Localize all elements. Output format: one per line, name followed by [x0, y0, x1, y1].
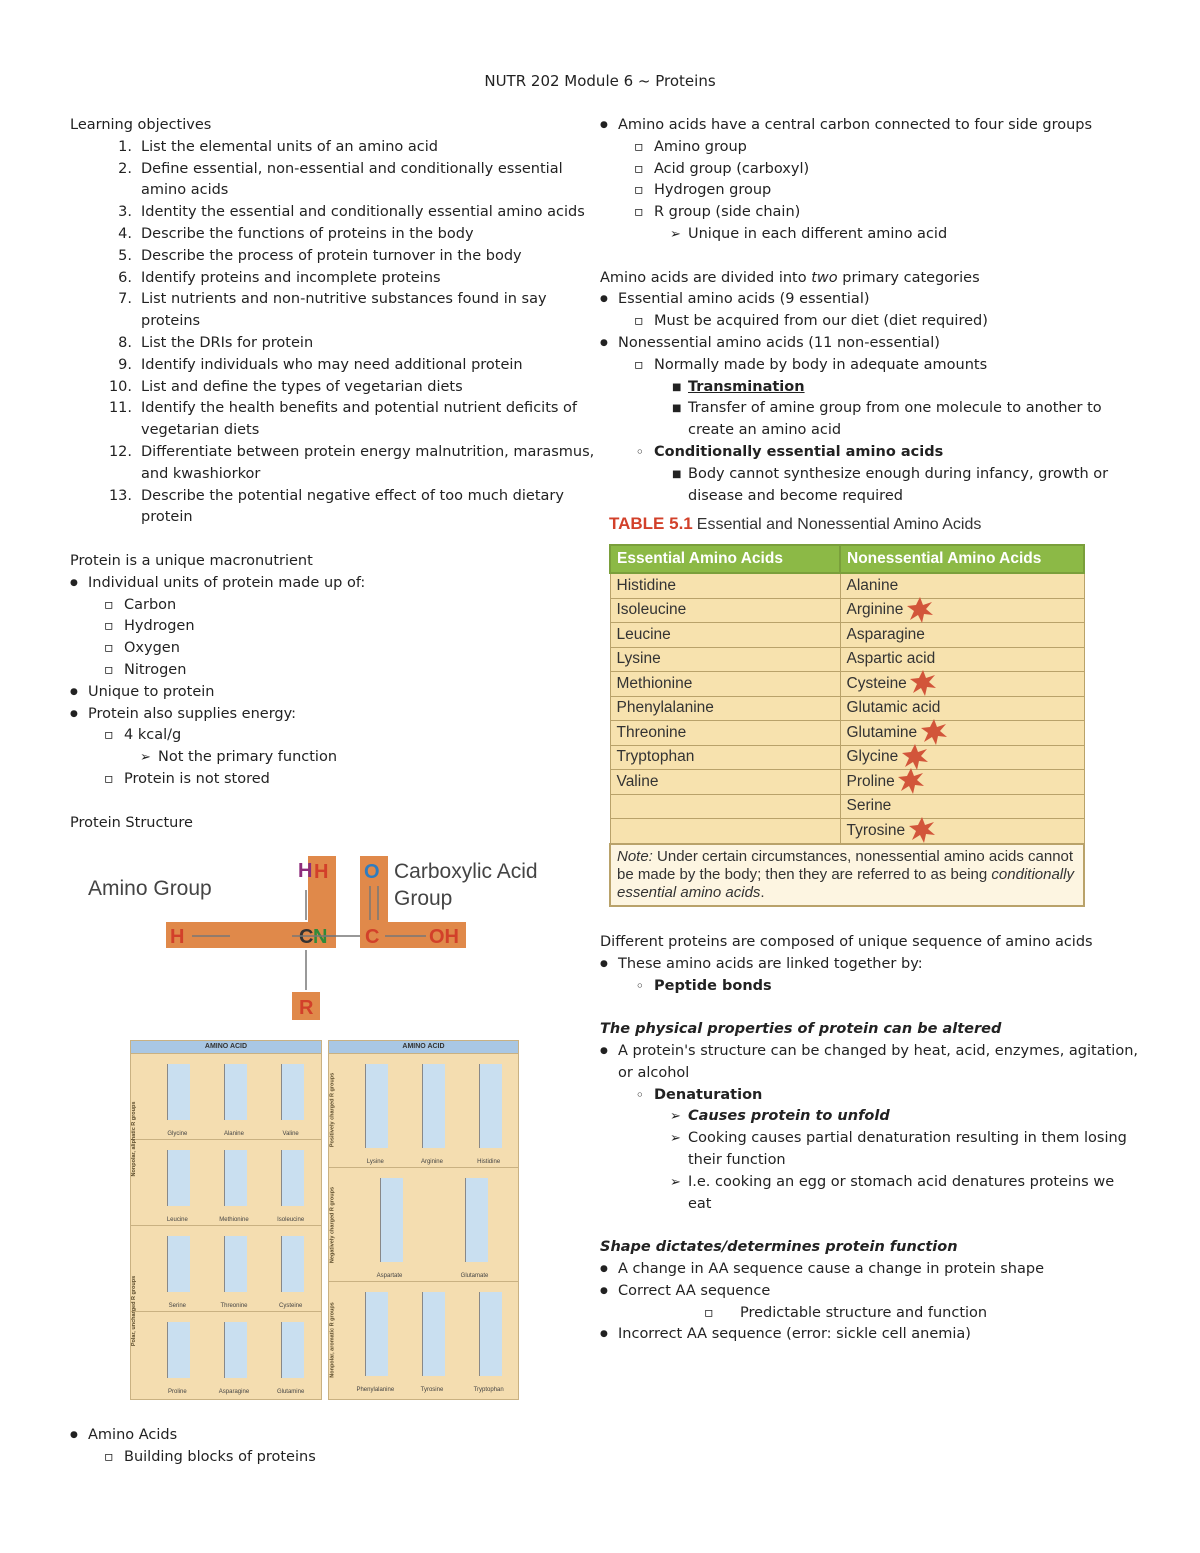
table-row [610, 672, 1084, 697]
table-header-essential: Essential Amino Acids [610, 545, 840, 573]
cell-text: Cysteine [846, 674, 907, 692]
bullet-correct: ● Correct AA sequence [600, 1281, 1140, 1303]
atom-c-carboxyl: C [365, 926, 380, 948]
amino-acid-cell [347, 1054, 404, 1168]
molecule-icon [281, 1322, 304, 1378]
molecule-icon [224, 1064, 247, 1120]
table-row [610, 598, 1084, 623]
molecule-icon [281, 1150, 304, 1206]
must-item: ▫ Must be acquired from our diet (diet required) [600, 311, 1140, 333]
amino-acid-chart-right [328, 1040, 519, 1400]
chart-row [131, 1311, 321, 1398]
table-note-row [610, 844, 1084, 906]
note-c: . [760, 883, 765, 901]
chart-row [329, 1053, 518, 1168]
bullet-essential: ● Essential amino acids (9 essential) [600, 289, 1140, 311]
structure-heading: Protein Structure [70, 814, 193, 831]
essential-cell [610, 696, 840, 721]
molecule-icon [422, 1064, 445, 1148]
amino-acid-name: Leucine [166, 1217, 188, 1223]
amino-acid-cell [460, 1054, 517, 1168]
objective-number: 8. [118, 334, 132, 351]
table-row [610, 794, 1084, 819]
objective-number: 4. [118, 225, 132, 242]
element-oxygen: ▫ Oxygen [70, 638, 605, 660]
bullet-amino-acids: ● Amino Acids [70, 1425, 570, 1447]
divided-b: two [811, 269, 838, 286]
cell-text: Tryptophan [616, 748, 695, 766]
carboxylic-label-1: Carboxylic Acid [394, 860, 538, 883]
conditional-star-icon [897, 767, 925, 795]
essential-cell [610, 721, 840, 746]
amino-acid-cell [149, 1312, 206, 1398]
table-row [610, 573, 1084, 598]
bullet-unique-to: ● Unique to protein [70, 682, 605, 704]
cell-text: Histidine [616, 576, 676, 594]
table-row [610, 770, 1084, 795]
objective-text: List the DRIs for protein [141, 334, 314, 351]
shape-heading: Shape dictates/determines protein function [600, 1239, 958, 1256]
essential-cell [610, 672, 840, 697]
table-caption [609, 514, 981, 534]
amino-acid-cell [206, 1226, 263, 1312]
chart-row [131, 1139, 321, 1226]
cell-text: Threonine [616, 723, 687, 741]
note-b: conditionally essential amino acids [617, 865, 1074, 901]
amino-acid-cell [206, 1140, 263, 1226]
bullet-change: ● A change in AA sequence cause a change in protein shape [600, 1259, 1140, 1281]
amino-acid-cell [404, 1282, 461, 1396]
essential-cell [610, 598, 840, 623]
amino-acid-cell [262, 1226, 319, 1312]
molecule-icon [422, 1292, 445, 1376]
amino-acid-cell [432, 1168, 517, 1282]
objective-number: 9. [118, 356, 132, 373]
objective-number: 7. [118, 291, 132, 308]
molecule-icon [167, 1236, 190, 1292]
table-row [610, 745, 1084, 770]
carboxylic-label-2: Group [394, 887, 453, 910]
note-label: Note: [617, 847, 653, 865]
page-title: NUTR 202 Module 6 ~ Proteins [484, 72, 716, 90]
cell-text: Isoleucine [616, 601, 687, 619]
chart-row [329, 1167, 518, 1282]
nonessential-cell [840, 745, 1084, 770]
nonessential-cell [840, 672, 1084, 697]
atom-h-central-top: H [298, 860, 313, 882]
table-header-nonessential: Nonessential Amino Acids [840, 545, 1084, 573]
molecule-icon [224, 1322, 247, 1378]
atom-n: N [313, 926, 328, 948]
not-primary-item: ➢ Not the primary function [70, 747, 605, 769]
objective-item [70, 442, 605, 486]
amino-acid-structure-diagram [80, 850, 560, 1025]
molecule-icon [281, 1236, 304, 1292]
objective-text: Differentiate between protein energy malnutrition, marasmus, and kwashiorkor [141, 443, 595, 482]
objective-number: 2. [118, 160, 132, 177]
amino-acid-name: Tryptophan [473, 1387, 504, 1393]
essential-cell [610, 573, 840, 598]
objective-number: 11. [108, 400, 132, 417]
objective-item [70, 159, 605, 203]
objective-text: Describe the process of protein turnover in the body [141, 247, 522, 264]
amino-group-label: Amino Group [88, 877, 212, 900]
normally-item: ▫ Normally made by body in adequate amounts [600, 355, 1140, 377]
objective-item [70, 268, 605, 290]
objective-number: 1. [118, 138, 132, 155]
objective-item [70, 137, 605, 159]
element-hydrogen: ▫ Hydrogen [70, 616, 605, 638]
amino-acid-cell [206, 1054, 263, 1140]
table-row [610, 696, 1084, 721]
cell-text: Glutamic acid [846, 699, 941, 717]
molecule-icon [365, 1064, 388, 1148]
cell-text: Phenylalanine [616, 699, 714, 717]
different-text: Different proteins are composed of unique sequence of amino acids [600, 934, 1093, 950]
objective-number: 5. [118, 247, 132, 264]
conditional-star-icon [908, 816, 936, 844]
amino-acid-name: Proline [167, 1389, 187, 1395]
group-r: ▫ R group (side chain) [600, 202, 1140, 224]
element-nitrogen: ▫ Nitrogen [70, 660, 605, 682]
cell-text: Aspartic acid [846, 650, 936, 668]
chart-header: AMINO ACID [329, 1041, 518, 1053]
molecule-icon [479, 1292, 502, 1376]
conditionally-item: ◦ Conditionally essential amino acids [600, 442, 1140, 464]
objective-text: Define essential, non-essential and conditionally essential amino acids [141, 160, 563, 199]
objective-number: 3. [118, 204, 132, 221]
bullet-central-carbon: ● Amino acids have a central carbon connected to four side groups [600, 115, 1140, 137]
cell-text: Asparagine [846, 625, 925, 643]
cell-text: Glutamine [846, 723, 918, 741]
objective-item [70, 289, 605, 333]
nonessential-cell [840, 623, 1084, 648]
unique-heading: Protein is a unique macronutrient [70, 552, 313, 569]
objective-item [70, 333, 605, 355]
objective-text: List nutrients and non-nutritive substances found in say proteins [141, 291, 547, 330]
essential-cell [610, 770, 840, 795]
nonessential-cell [840, 770, 1084, 795]
amino-acid-cell [404, 1054, 461, 1168]
atom-h-amino: H [314, 861, 329, 883]
objectives-list [70, 137, 605, 529]
cell-text: Alanine [846, 576, 899, 594]
molecule-icon [167, 1150, 190, 1206]
objective-number: 12. [108, 443, 132, 460]
amino-acid-name: Serine [168, 1303, 186, 1309]
cell-text: Proline [846, 772, 895, 790]
group-hydrogen: ▫ Hydrogen group [600, 180, 1140, 202]
not-stored-item: ▫ Protein is not stored [70, 769, 605, 791]
objective-text: Identity the essential and conditionally essential amino acids [141, 204, 585, 221]
bottom-list [70, 1425, 570, 1469]
objective-item [70, 398, 605, 442]
unique-item: ➢ Unique in each different amino acid [600, 224, 1140, 246]
amino-acid-name: Histidine [477, 1159, 501, 1165]
physical-heading: The physical properties of protein can be altered [600, 1021, 1002, 1038]
molecule-icon [224, 1236, 247, 1292]
nonessential-cell [840, 721, 1084, 746]
group-acid: ▫ Acid group (carboxyl) [600, 159, 1140, 181]
amino-acid-cell [347, 1168, 432, 1282]
group-amino: ▫ Amino group [600, 137, 1140, 159]
objective-text: Identify individuals who may need additional protein [141, 356, 523, 373]
essential-cell [610, 794, 840, 819]
amino-acid-name: Asparagine [218, 1389, 250, 1395]
chart-group-label: Nonpolar, aromatic R groups [329, 1301, 335, 1378]
objective-number: 13. [108, 487, 132, 504]
atom-c: C [299, 926, 314, 948]
chart-group-label: Nonpolar, aliphatic R groups [131, 1101, 137, 1177]
amino-acid-name: Glutamine [276, 1389, 305, 1395]
amino-acid-cell [347, 1282, 404, 1396]
table-caption-text: Essential and Nonessential Amino Acids [696, 516, 982, 533]
conditional-star-icon [906, 596, 934, 624]
amino-acid-name: Methionine [219, 1217, 249, 1223]
objective-number: 6. [118, 269, 132, 286]
cell-text: Lysine [616, 650, 661, 668]
chart-row [131, 1053, 321, 1140]
objective-item [70, 202, 605, 224]
amino-acid-table [609, 544, 1085, 907]
objective-item [70, 246, 605, 268]
amino-acid-cell [149, 1054, 206, 1140]
right-column [600, 115, 1140, 507]
nonessential-cell [840, 819, 1084, 844]
chart-header: AMINO ACID [131, 1041, 321, 1053]
nonessential-cell [840, 696, 1084, 721]
note-a: Under certain circumstances, nonessential amino acids cannot be made by the body; then they are referred to as being [617, 847, 1074, 883]
nonessential-cell [840, 647, 1084, 672]
objective-text: List the elemental units of an amino acid [141, 138, 439, 155]
amino-acid-name: Glutamate [460, 1273, 489, 1279]
objective-text: Describe the potential negative effect of too much dietary protein [141, 487, 564, 526]
objective-text: Identify proteins and incomplete proteins [141, 269, 441, 286]
amino-acid-name: Phenylalanine [356, 1387, 395, 1393]
ie-item: ➢ I.e. cooking an egg or stomach acid denatures proteins we eat [600, 1172, 1140, 1216]
cooking-item: ➢ Cooking causes partial denaturation resulting in them losing their function [600, 1128, 1140, 1172]
amino-acid-cell [149, 1226, 206, 1312]
table-row [610, 721, 1084, 746]
divided-heading [600, 268, 1140, 290]
objective-text: List and define the types of vegetarian diets [141, 378, 463, 395]
table-row [610, 647, 1084, 672]
predictable-item: ▫ Predictable structure and function [600, 1303, 1140, 1325]
chart-row [329, 1281, 518, 1396]
essential-cell [610, 623, 840, 648]
objective-item [70, 486, 605, 530]
atom-oh: OH [429, 926, 459, 948]
chart-group-label: Polar, uncharged R groups [131, 1275, 137, 1347]
objective-text: Identify the health benefits and potential nutrient deficits of vegetarian diets [141, 400, 578, 439]
peptide-item: ◦ Peptide bonds [600, 976, 1140, 998]
nonessential-cell [840, 794, 1084, 819]
building-blocks-item: ▫ Building blocks of proteins [70, 1447, 570, 1469]
divided-a: Amino acids are divided into [600, 269, 812, 286]
cell-text: Methionine [616, 674, 693, 692]
transfer-item: ■ Transfer of amine group from one molecule to another to create an amino acid [600, 398, 1140, 442]
molecule-icon [167, 1322, 190, 1378]
amino-acid-name: Lysine [366, 1159, 384, 1165]
bullet-incorrect: ● Incorrect AA sequence (error: sickle cell anemia) [600, 1324, 1140, 1346]
central-carbon-group [299, 926, 313, 948]
nonessential-cell [840, 573, 1084, 598]
objective-text: Describe the functions of proteins in the body [141, 225, 474, 242]
atom-h-left: H [170, 926, 185, 948]
amino-acid-name: Isoleucine [277, 1217, 305, 1223]
chart-group-label: Negatively charged R groups [329, 1186, 335, 1264]
table-note [610, 844, 1084, 906]
learning-heading: Learning objectives [70, 117, 212, 133]
bullet-nonessential: ● Nonessential amino acids (11 non-essential) [600, 333, 1140, 355]
cell-text: Arginine [846, 601, 904, 619]
table-row [610, 819, 1084, 844]
essential-cell [610, 745, 840, 770]
bullet-structure: ● A protein's structure can be changed by heat, acid, enzymes, agitation, or alcohol [600, 1041, 1140, 1085]
atom-o: O [364, 861, 380, 883]
kcal-item: ▫ 4 kcal/g [70, 725, 605, 747]
cell-text: Tyrosine [846, 821, 906, 839]
bullet-linked: ● These amino acids are linked together by: [600, 954, 1140, 976]
amino-acid-name: Arginine [420, 1159, 443, 1165]
conditional-star-icon [909, 669, 937, 697]
unfold-item: ➢ Causes protein to unfold [600, 1106, 1140, 1128]
molecule-icon [224, 1150, 247, 1206]
cell-text: Serine [846, 797, 892, 815]
bullet-units: ● Individual units of protein made up of: [70, 573, 605, 595]
table-body [610, 573, 1084, 906]
amino-acid-name: Aspartate [376, 1273, 403, 1279]
left-column [70, 115, 605, 834]
cell-text: Valine [616, 772, 659, 790]
amino-acid-cell [460, 1282, 517, 1396]
objective-number: 10. [108, 378, 132, 395]
chart-row [131, 1225, 321, 1312]
atom-r: R [299, 997, 314, 1019]
amino-acid-cell [262, 1140, 319, 1226]
amino-acid-name: Tyrosine [420, 1387, 444, 1393]
molecule-icon [365, 1292, 388, 1376]
cell-text: Glycine [846, 748, 899, 766]
molecule-icon [380, 1178, 403, 1262]
denaturation-item: ◦ Denaturation [600, 1085, 1140, 1107]
amino-acid-name: Threonine [220, 1303, 248, 1309]
table-label: TABLE 5.1 [609, 514, 693, 533]
element-carbon: ▫ Carbon [70, 595, 605, 617]
amino-acid-cell [262, 1054, 319, 1140]
divided-c: primary categories [837, 269, 980, 286]
amino-acid-name: Cysteine [278, 1303, 303, 1309]
nonessential-cell [840, 598, 1084, 623]
amino-acid-name: Alanine [223, 1131, 244, 1137]
chart-group-label: Positively charged R groups [329, 1073, 335, 1148]
molecule-icon [167, 1064, 190, 1120]
objective-item [70, 377, 605, 399]
sequence-section [600, 932, 1140, 1346]
transmination-item: ■ Transmination [600, 377, 1140, 399]
table-row [610, 623, 1084, 648]
essential-cell [610, 647, 840, 672]
amino-acid-cell [149, 1140, 206, 1226]
body-cannot-item: ■ Body cannot synthesize enough during infancy, growth or disease and become required [600, 464, 1140, 508]
amino-acid-name: Glycine [167, 1131, 188, 1137]
essential-cell [610, 819, 840, 844]
cell-text: Leucine [616, 625, 671, 643]
amino-acid-chart-left [130, 1040, 322, 1400]
molecule-icon [465, 1178, 488, 1262]
amino-acid-cell [206, 1312, 263, 1398]
objective-item [70, 224, 605, 246]
molecule-icon [281, 1064, 304, 1120]
molecule-icon [479, 1064, 502, 1148]
amino-acid-name: Valine [282, 1131, 299, 1137]
objective-item [70, 355, 605, 377]
bullet-energy: ● Protein also supplies energy: [70, 704, 605, 726]
amino-acid-cell [262, 1312, 319, 1398]
